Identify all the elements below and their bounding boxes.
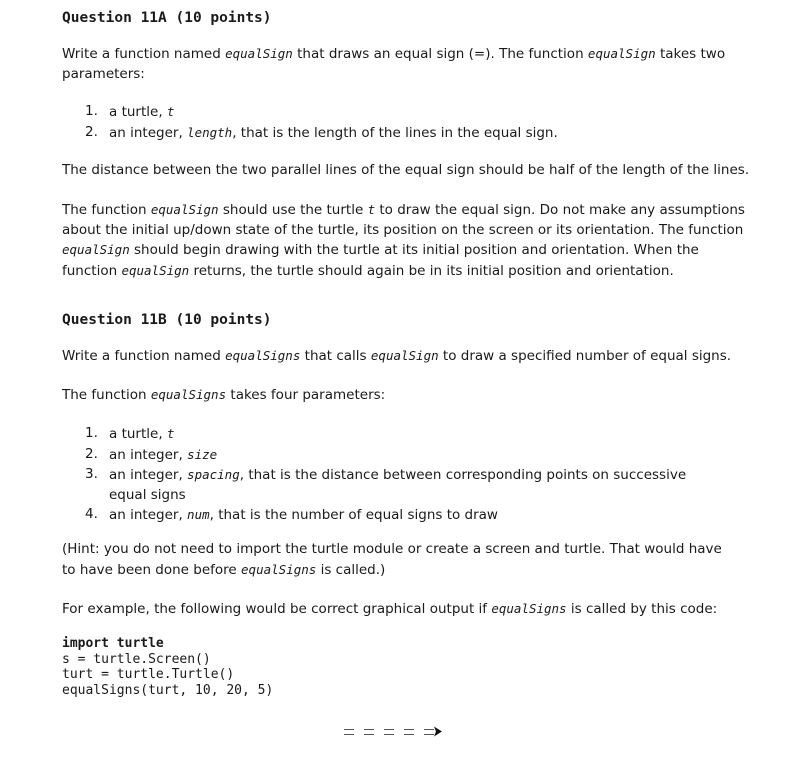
inline-code: t <box>166 104 175 119</box>
list-item: 2. an integer, size <box>85 445 218 463</box>
q11b-parameter-list <box>62 424 752 526</box>
list-item: 1. a turtle, t <box>85 103 175 120</box>
question-11b-heading: Question 11B (10 points) <box>62 312 272 328</box>
list-item: 3. an integer, spacing, that is the distance between corresponding points on successive equal signs <box>85 466 687 503</box>
code-line: import turtle <box>62 636 164 651</box>
list-item: 1. a turtle, t <box>85 425 175 442</box>
turtle-arrow-icon <box>434 727 442 737</box>
q11a-parameter-list <box>62 102 752 143</box>
q11a-distance-paragraph: The distance between the two parallel lines of the equal sign should be half of the length of the lines. <box>62 162 750 178</box>
code-line: equalSigns(turt, 10, 20, 5) <box>62 682 274 698</box>
inline-code: equalSigns <box>241 561 317 577</box>
q11b-params-intro: The function equalSigns takes four parameters: <box>62 387 386 403</box>
inline-code: equalSign <box>370 348 439 363</box>
code-line: s = turtle.Screen() <box>62 651 211 667</box>
inline-code: equalSign <box>150 202 219 217</box>
inline-code: t <box>166 426 175 441</box>
inline-code: equalSigns <box>491 601 567 616</box>
q11b-hint-paragraph: (Hint: you do not need to import the turtle module or create a screen and turtle. That would have to have been done before equalSigns is called.) <box>62 541 722 578</box>
inline-code: equalSigns <box>225 348 301 363</box>
inline-code: equalSign <box>587 46 656 61</box>
inline-code: equalSign <box>121 262 190 278</box>
inline-code: equalSign <box>225 46 293 61</box>
inline-code: num <box>187 507 210 522</box>
q11b-intro-paragraph: Write a function named equalSigns that calls equalSign to draw a specified number of equal signs. <box>62 348 732 364</box>
example-code-block <box>62 636 273 698</box>
inline-code: length <box>187 124 233 140</box>
code-line: turt = turtle.Turtle() <box>62 667 235 682</box>
q11a-turtle-state-paragraph: The function equalSign should use the turtle t to draw the equal sign. Do not make any assumptions about the initial up/down state of the turtle, its position on the screen or its orientation. The function equalSign should begin drawing with the turtle at its initial position and orientation. When the function equalSign returns, the turtle should again be in its initial position and orientation. <box>62 202 745 279</box>
inline-code: equalSign <box>62 242 130 257</box>
inline-code: size <box>187 446 218 462</box>
inline-code: equalSigns <box>150 387 227 402</box>
inline-code: t <box>367 202 376 217</box>
q11b-example-paragraph: For example, the following would be correct graphical output if equalSigns is called by this code: <box>62 601 718 617</box>
list-item: 2. an integer, length, that is the length of the lines in the equal sign. <box>85 123 558 141</box>
question-11a-heading: Question 11A (10 points) <box>62 10 272 26</box>
list-item: 4. an integer, num, that is the number of equal signs to draw <box>85 506 498 523</box>
inline-code: spacing <box>187 467 240 482</box>
turtle-output-figure <box>342 722 452 742</box>
q11a-intro-paragraph: Write a function named equalSign that draws an equal sign (=). The function equalSign takes two parameters: <box>62 46 726 82</box>
